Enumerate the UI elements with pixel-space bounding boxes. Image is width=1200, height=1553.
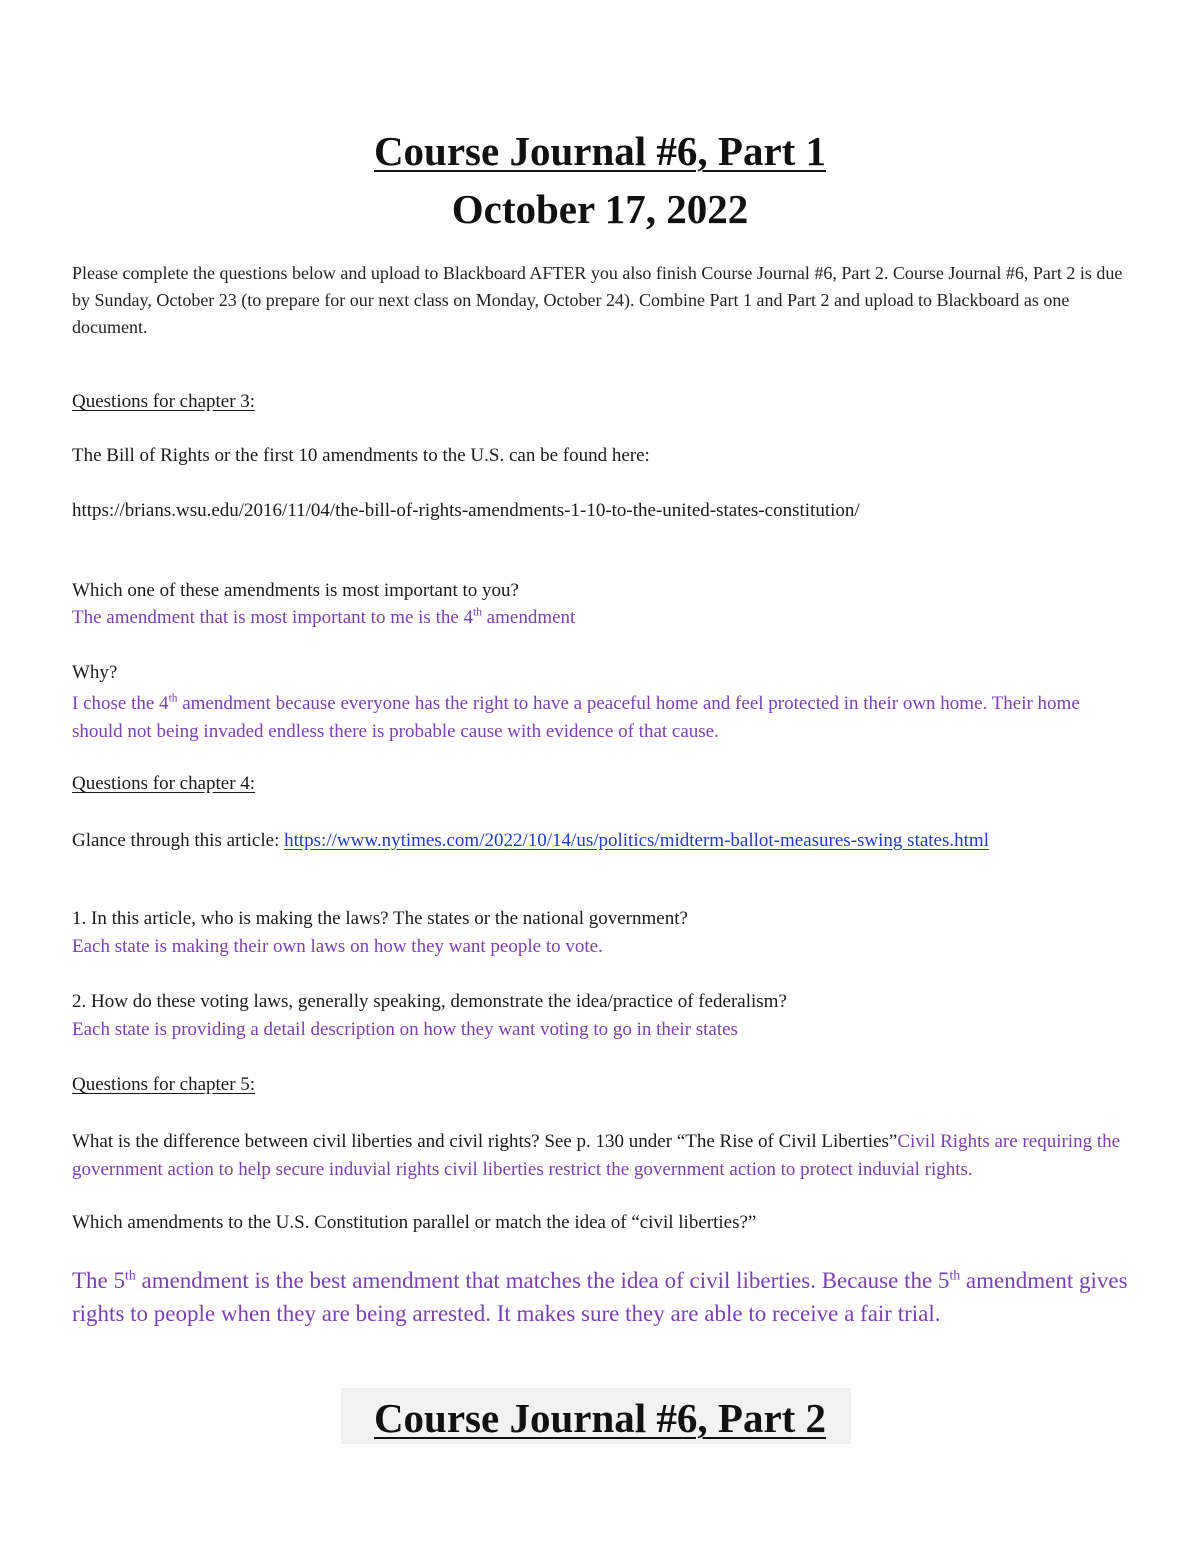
part1-date: October 17, 2022 bbox=[451, 186, 749, 232]
chapter5-heading: Questions for chapter 5: bbox=[72, 1074, 256, 1095]
chapter5-answer2-b: amendment is the best amendment that matches the idea of civil liberties. Because the 5 bbox=[135, 1268, 950, 1293]
chapter3-answer1 bbox=[72, 607, 1132, 629]
chapter3-question1: Which one of these amendments is most important to you? bbox=[72, 580, 519, 601]
chapter4-answer1: Each state is making their own laws on how they want people to vote. bbox=[72, 936, 603, 957]
chapter3-answer2 bbox=[72, 690, 1132, 746]
bill-of-rights-text: The Bill of Rights or the first 10 amendments to the U.S. can be found here: bbox=[72, 445, 650, 466]
chapter5-answer2-sup1: th bbox=[125, 1267, 136, 1283]
chapter5-answer1: Civil Rights are requiring the government action to help secure induvial rights civil liberties restrict the government action to protect induvial rights. bbox=[72, 1131, 1121, 1180]
chapter5-question1-block bbox=[72, 1128, 1132, 1184]
chapter4-question2: 2. How do these voting laws, generally speaking, demonstrate the idea/practice of federalism? bbox=[72, 991, 787, 1012]
chapter3-question2: Why? bbox=[72, 662, 118, 683]
chapter3-answer2-end: amendment because everyone has the right to have a peaceful home and feel protected in their own home. Their home should not being invaded endless there is probable cause with evidence of that cause. bbox=[72, 693, 1080, 742]
chapter5-answer2 bbox=[72, 1264, 1132, 1330]
chapter4-glance-text: Glance through this article: bbox=[72, 830, 285, 851]
part1-title: Course Journal #6, Part 1 bbox=[373, 128, 827, 174]
chapter4-heading: Questions for chapter 4: bbox=[72, 773, 256, 794]
chapter5-answer2-sup2: th bbox=[949, 1267, 961, 1283]
chapter3-answer1-sup: th bbox=[473, 606, 482, 619]
chapter4-glance bbox=[72, 827, 1132, 854]
chapter5-question2: Which amendments to the U.S. Constitution parallel or match the idea of “civil liberties?” bbox=[72, 1212, 757, 1233]
chapter3-answer2-sup: th bbox=[168, 692, 178, 705]
bill-of-rights-url: https://brians.wsu.edu/2016/11/04/the-bill-of-rights-amendments-1-10-to-the-united-states-constitution/ bbox=[72, 500, 860, 521]
chapter3-answer1-text: The amendment that is most important to me is the 4 bbox=[72, 607, 474, 628]
chapter5-answer2-c: amendment gives rights to people when they are being arrested. It makes sure they are able to receive a fair trial. bbox=[72, 1268, 1128, 1326]
chapter3-heading: Questions for chapter 3: bbox=[72, 391, 256, 412]
chapter4-answer2: Each state is providing a detail description on how they want voting to go in their states bbox=[72, 1019, 738, 1040]
chapter3-answer1-end: amendment bbox=[481, 607, 576, 628]
nytimes-article-link[interactable]: https://www.nytimes.com/2022/10/14/us/politics/midterm-ballot-measures-swing states.html bbox=[284, 830, 989, 851]
chapter5-answer2-a: The 5 bbox=[72, 1268, 126, 1293]
chapter3-answer2-text: I chose the 4 bbox=[72, 693, 169, 714]
part2-title: Course Journal #6, Part 2 bbox=[373, 1395, 827, 1441]
chapter4-question1: 1. In this article, who is making the laws? The states or the national government? bbox=[72, 908, 688, 929]
intro-paragraph: Please complete the questions below and upload to Blackboard AFTER you also finish Course Journal #6, Part 2. Course Journal #6, Part 2 is due by Sunday, October 23 (to prepare for our next class on Monday, October 24). Combine Part 1 and Part 2 and upload to Blackboard as one document. bbox=[72, 263, 1123, 337]
chapter5-question1: What is the difference between civil liberties and civil rights? See p. 130 under “The Rise of Civil Liberties” bbox=[72, 1131, 898, 1152]
